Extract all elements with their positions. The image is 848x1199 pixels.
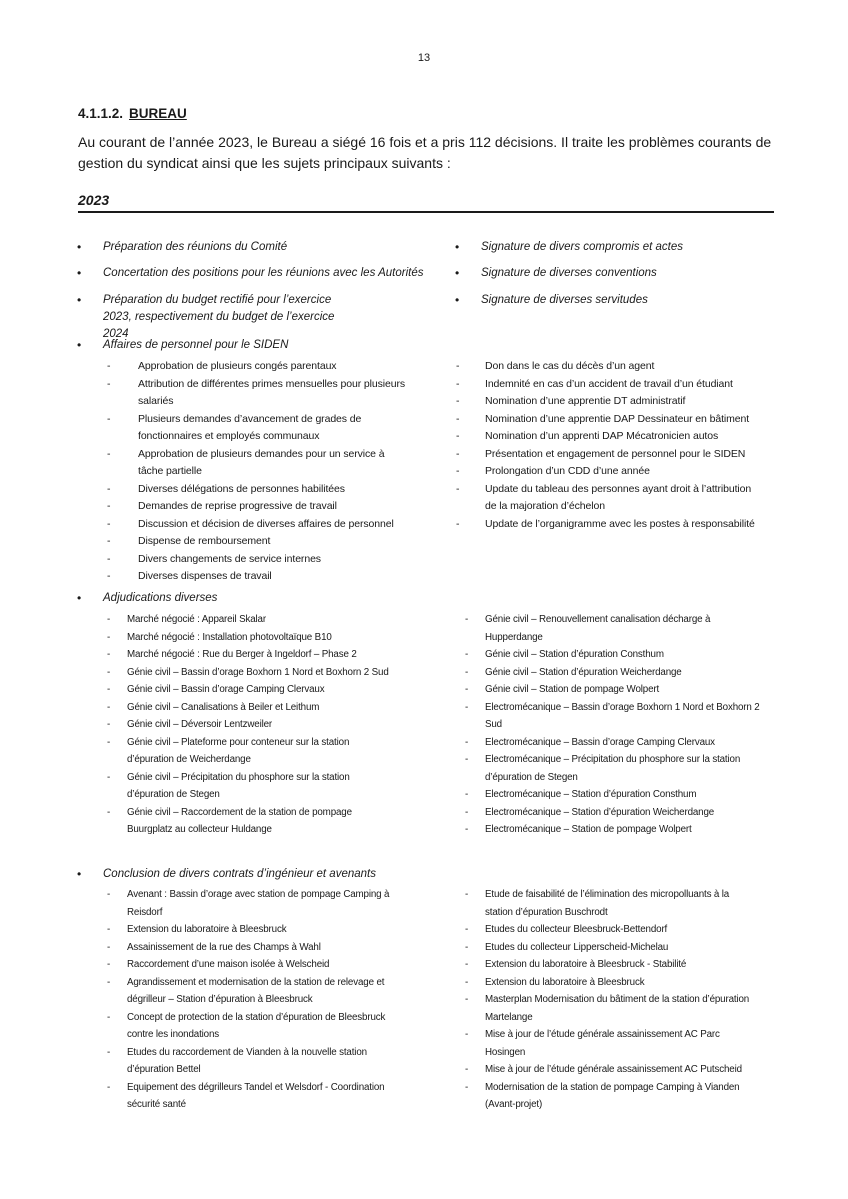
list-item: - Mise à jour de l’étude générale assainissement AC Parc Hosingen <box>465 1029 720 1058</box>
section-number: 4.1.1.2. <box>78 106 124 121</box>
contrats-heading: • Conclusion de divers contrats d’ingénieur et avenants <box>77 867 376 881</box>
bullet-item: • Signature de divers compromis et actes <box>455 240 683 254</box>
section-title: BUREAU <box>129 106 187 121</box>
list-item: - Prolongation d’un CDD d’une année <box>456 465 650 477</box>
list-item: - Génie civil – Renouvellement canalisation décharge à Hupperdange <box>465 614 711 643</box>
list-item: - Génie civil – Canalisations à Beiler et Leithum <box>107 701 320 713</box>
list-item: - Nomination d’une apprentie DT administratif <box>456 395 686 407</box>
list-item: - Discussion et décision de diverses affaires de personnel <box>107 517 394 530</box>
bullet-item: • Signature de diverses servitudes <box>455 293 648 307</box>
contrats-list-right <box>465 886 750 1114</box>
list-item: - Electromécanique – Station d’épuration Weicherdange <box>465 806 715 818</box>
personnel-list-right <box>456 358 755 533</box>
bullet-item: • Concertation des positions pour les réunions avec les Autorités <box>77 266 424 280</box>
list-item: - Etude de faisabilité de l’élimination des micropolluants à la station d’épuration Buschrodt <box>465 889 730 918</box>
list-item: - Mise à jour de l’étude générale assainissement AC Putscheid <box>465 1064 742 1075</box>
list-item: - Divers changements de service internes <box>107 552 321 565</box>
adjudications-heading: • Adjudications diverses <box>77 591 218 605</box>
page-number: 13 <box>417 52 431 64</box>
list-item: - Electromécanique – Station d’épuration Consthum <box>465 789 697 800</box>
contrats-list-left <box>107 886 397 1114</box>
list-item: - Indemnité en cas d’un accident de travail d’un étudiant <box>456 377 733 390</box>
list-item: - Update de l’organigramme avec les postes à responsabilité <box>456 517 755 530</box>
year-rule <box>78 211 774 213</box>
list-item: - Masterplan Modernisation du bâtiment de la station d’épuration Martelange <box>465 994 750 1023</box>
list-item: - Update du tableau des personnes ayant droit à l’attribution de la majoration d’échelon <box>456 482 752 512</box>
list-item: - Génie civil – Déversoir Lentzweiler <box>107 719 273 730</box>
list-item: - Approbation de plusieurs demandes pour un service à tâche partielle <box>107 447 385 477</box>
list-item: - Extension du laboratoire à Bleesbruck <box>465 976 645 988</box>
intro-paragraph: Au courant de l’année 2023, le Bureau a siégé 16 fois et a pris 112 décisions. Il traite les problèmes courants de gestion du syndicat ainsi que les sujets principaux suivants : <box>78 134 772 171</box>
list-item: - Diverses délégations de personnes habilitées <box>107 482 345 495</box>
list-item: - Etudes du raccordement de Vianden à la nouvelle station d’épuration Bettel <box>107 1046 367 1075</box>
list-item: - Assainissement de la rue des Champs à Wahl <box>107 941 321 953</box>
list-item: - Approbation de plusieurs congés parentaux <box>107 360 337 372</box>
list-item: - Nomination d’une apprentie DAP Dessinateur en bâtiment <box>456 412 750 425</box>
list-item: - Marché négocié : Installation photovoltaïque B10 <box>107 631 332 643</box>
list-item: - Agrandissement et modernisation de la station de relevage et dégrilleur – Station d’épuration à Bleesbruck <box>107 976 385 1005</box>
year-label: 2023 <box>78 192 110 208</box>
list-item: - Génie civil – Bassin d’orage Boxhorn 1 Nord et Boxhorn 2 Sud <box>107 666 389 678</box>
list-item: - Génie civil – Station d’épuration Weicherdange <box>465 666 682 678</box>
section-heading <box>78 106 187 121</box>
list-item: - Modernisation de la station de pompage Camping à Vianden (Avant-projet) <box>465 1081 740 1110</box>
list-item: - Electromécanique – Bassin d’orage Camping Clervaux <box>465 736 715 748</box>
bullet-item: • Signature de diverses conventions <box>455 266 657 280</box>
list-item: - Equipement des dégrilleurs Tandel et Welsdorf - Coordination sécurité santé <box>107 1081 385 1110</box>
bullet-item: • Préparation du budget rectifié pour l’exercice 2023, respectivement du budget de l’exercice 2024 <box>77 293 335 340</box>
list-item: - Plusieurs demandes d’avancement de grades de fonctionnaires et employés communaux <box>107 412 362 442</box>
list-item: - Génie civil – Raccordement de la station de pompage Buurgplatz au collecteur Huldange <box>107 806 352 835</box>
list-item: - Extension du laboratoire à Bleesbruck <box>107 924 287 935</box>
list-item: - Concept de protection de la station d’épuration de Bleesbruck contre les inondations <box>107 1011 386 1040</box>
list-item: - Electromécanique – Station de pompage Wolpert <box>465 824 692 835</box>
list-item: - Génie civil – Bassin d’orage Camping Clervaux <box>107 684 325 695</box>
personnel-heading: • Affaires de personnel pour le SIDEN <box>77 338 289 352</box>
list-item: - Etudes du collecteur Lipperscheid-Michelau <box>465 941 669 953</box>
list-item: - Présentation et engagement de personnel pour le SIDEN <box>456 447 746 460</box>
personnel-list-left <box>107 358 408 586</box>
adjudications-list-right <box>465 611 760 839</box>
bullet-item: • Préparation des réunions du Comité <box>77 240 288 254</box>
list-item: - Génie civil – Station d’épuration Consthum <box>465 649 664 660</box>
list-item: - Marché négocié : Rue du Berger à Ingeldorf – Phase 2 <box>107 649 357 660</box>
list-item: - Diverses dispenses de travail <box>107 570 272 582</box>
list-item: - Génie civil – Précipitation du phosphore sur la station d’épuration de Stegen <box>107 771 350 800</box>
adjudications-list-left <box>107 611 392 839</box>
list-item: - Génie civil – Station de pompage Wolpert <box>465 684 660 695</box>
list-item: - Nomination d’un apprenti DAP Mécatronicien autos <box>456 430 719 442</box>
list-item: - Avenant : Bassin d’orage avec station de pompage Camping à Reisdorf <box>107 889 390 918</box>
list-item: - Attribution de différentes primes mensuelles pour plusieurs salariés <box>107 377 406 407</box>
list-item: - Electromécanique – Précipitation du phosphore sur la station d’épuration de Stegen <box>465 754 741 783</box>
list-item: - Electromécanique – Bassin d’orage Boxhorn 1 Nord et Boxhorn 2 Sud <box>465 701 760 730</box>
list-item: - Extension du laboratoire à Bleesbruck - Stabilité <box>465 959 687 970</box>
list-item: - Raccordement d’une maison isolée à Welscheid <box>107 959 330 970</box>
list-item: - Génie civil – Plateforme pour conteneur sur la station d’épuration de Weicherdange <box>107 736 350 765</box>
list-item: - Demandes de reprise progressive de travail <box>107 500 337 512</box>
list-item: - Etudes du collecteur Bleesbruck-Bettendorf <box>465 924 668 935</box>
list-item: - Don dans le cas du décès d’un agent <box>456 360 655 372</box>
list-item: - Marché négocié : Appareil Skalar <box>107 614 266 625</box>
list-item: - Dispense de remboursement <box>107 535 271 547</box>
